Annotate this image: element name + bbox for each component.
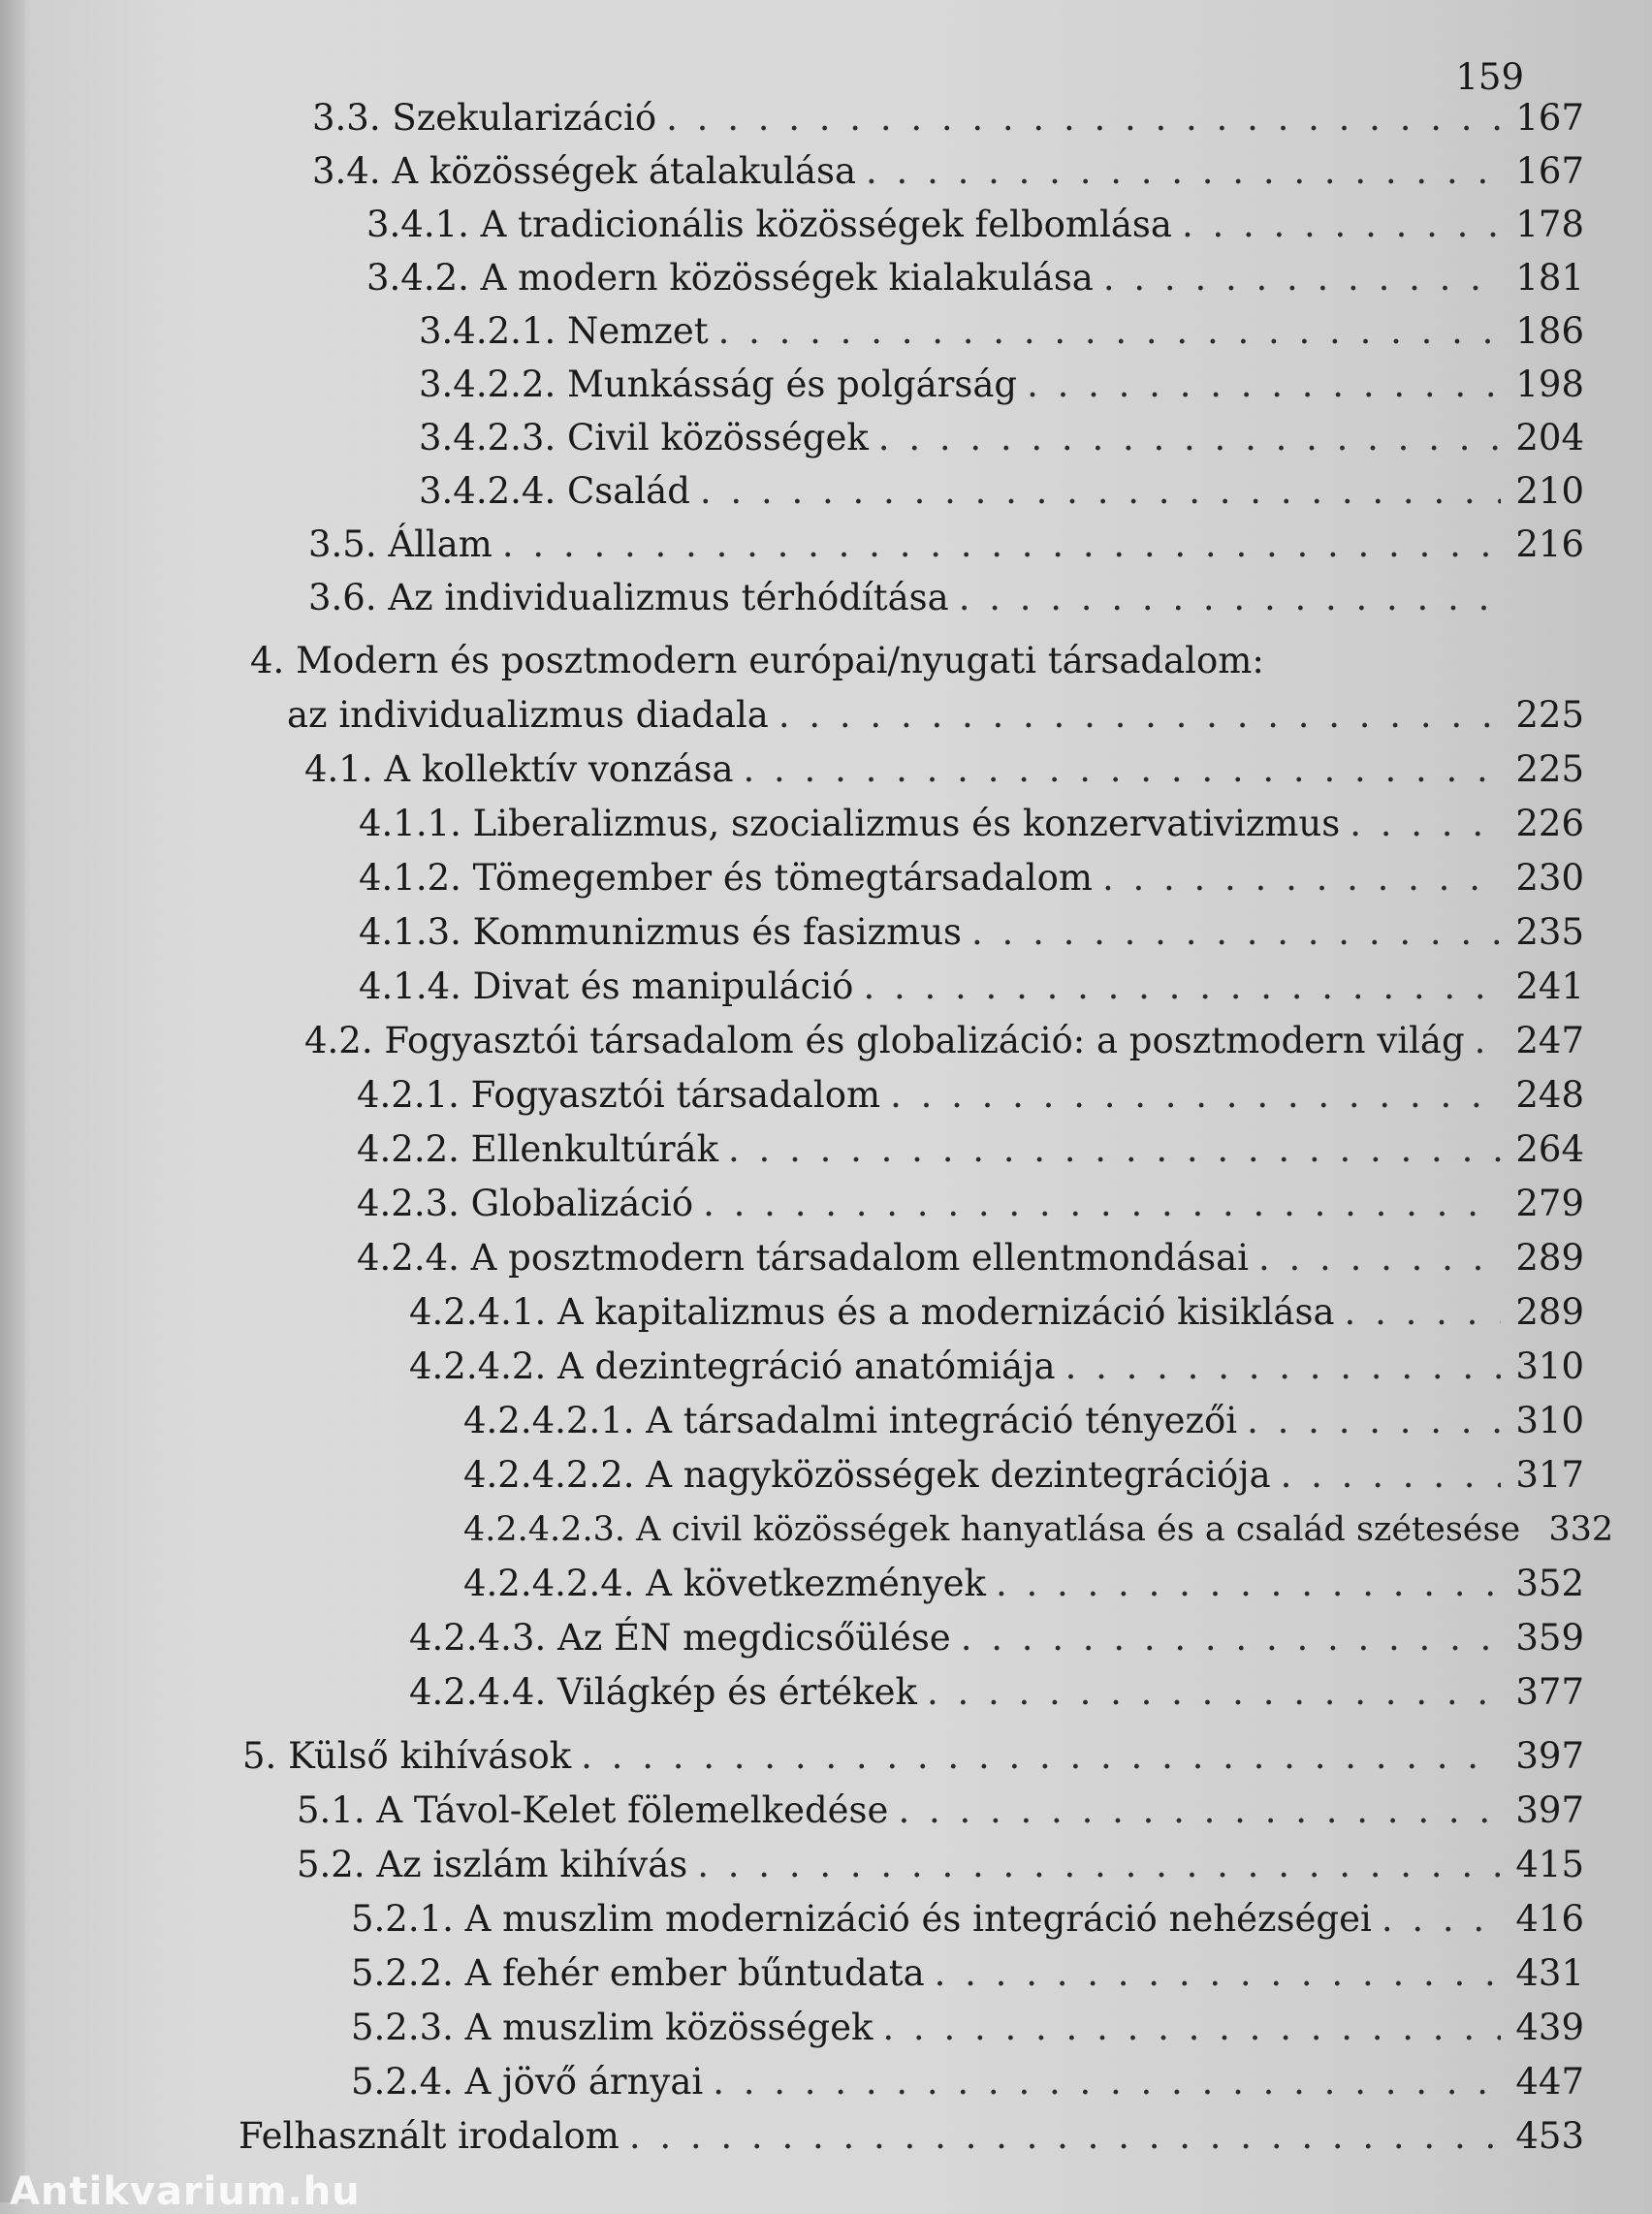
toc-chapter-heading: 4. Modern és posztmodern európai/nyugati társadalom: (250, 640, 1264, 681)
dot-leader (502, 518, 1501, 572)
toc-entry: 5.2.1. A muszlim modernizáció és integráció nehézségei . . . 416 (351, 1892, 1584, 1946)
toc-entry: 4.1.2. Tömegember és tömegtársadalom . . . 230 (359, 851, 1584, 905)
dot-leader (581, 1729, 1501, 1784)
toc-entry: 4.2.4.4. Világkép és értékek . . . 377 (409, 1665, 1584, 1720)
dot-leader (959, 571, 1501, 625)
dot-leader (1345, 1285, 1501, 1340)
toc-entry: 5.2.3. A muszlim közösségek . . . 439 (351, 2001, 1584, 2055)
dot-leader (1382, 1892, 1501, 1946)
toc-top-page-number: 159 (1455, 56, 1524, 98)
toc-entry: 4.2.4.1. A kapitalizmus és a modernizáció kisiklása . . . 289 (409, 1285, 1584, 1340)
toc-entry: 3.4.2.4. Család . . . 210 (419, 464, 1584, 519)
dot-leader (1281, 1448, 1501, 1502)
toc-entry: Felhasznált irodalom . . . 453 (238, 2109, 1584, 2164)
dot-leader (890, 1068, 1501, 1123)
dot-leader (1182, 198, 1501, 252)
dot-leader (1350, 797, 1501, 851)
dot-leader (718, 304, 1501, 359)
dot-leader (961, 1611, 1501, 1665)
dot-leader (996, 1557, 1501, 1611)
toc-entry: 4.2.1. Fogyasztói társadalom . . . 248 (357, 1068, 1584, 1123)
toc-entry: 4.2.4.2.3. A civil közösségek hanyatlása és a család szétesése 332 (463, 1510, 1614, 1549)
dot-leader (882, 2001, 1501, 2055)
dot-leader (697, 1838, 1501, 1892)
toc-entry: 4.2.3. Globalizáció . . . 279 (357, 1177, 1584, 1231)
toc-entry: 5.2.4. A jövő árnyai . . . 447 (351, 2055, 1584, 2109)
toc-entry: 3.4.2.2. Munkásság és polgárság . . . 198 (419, 358, 1584, 412)
toc-entry: 3.4.2.1. Nemzet . . . 186 (419, 304, 1584, 359)
toc-entry: 4.1.1. Liberalizmus, szocializmus és konzervativizmus . . . 226 (359, 797, 1584, 851)
toc-entry: 5.2. Az iszlám kihívás . . . 415 (297, 1838, 1584, 1892)
dot-leader (1065, 1340, 1501, 1394)
dot-leader (713, 2055, 1501, 2109)
dot-leader (666, 91, 1501, 145)
page-edge-shadow (0, 0, 25, 2202)
dot-leader (703, 1177, 1501, 1231)
toc-entry: 4.2. Fogyasztói társadalom és globalizáció: a posztmodern világ . . . 247 (304, 1014, 1584, 1068)
dot-leader (971, 905, 1501, 960)
toc-entry: 3.4.1. A tradicionális közösségek felbomlása . . . 178 (366, 198, 1584, 252)
dot-leader (744, 743, 1501, 797)
dot-leader (778, 688, 1501, 743)
dot-leader (1475, 1014, 1501, 1068)
toc-entry: 4.2.4. A posztmodern társadalom ellentmondásai . . . 289 (357, 1231, 1584, 1285)
toc-entry: 3.5. Állam . . . 216 (308, 518, 1584, 572)
dot-leader (700, 464, 1501, 519)
toc-entry: 3.4. A közösségek átalakulása . . . 167 (312, 144, 1584, 199)
toc-entry: 3.6. Az individualizmus térhódítása . . . (308, 571, 1584, 625)
toc-entry: 4.2.4.2.2. A nagyközösségek dezintegrációja . . . 317 (463, 1448, 1584, 1502)
dot-leader (935, 1946, 1501, 2001)
toc-entry: az individualizmus diadala . . . 225 (287, 688, 1584, 743)
dot-leader (728, 1123, 1501, 1177)
toc-entry: 4.1.4. Divat és manipuláció . . . 241 (359, 960, 1584, 1014)
toc-entry: 5. Külső kihívások . . . 397 (242, 1729, 1584, 1784)
toc-entry: 4.1. A kollektív vonzása . . . 225 (304, 743, 1584, 797)
dot-leader (1027, 358, 1501, 412)
dot-leader (1102, 851, 1501, 905)
dot-leader (1103, 251, 1501, 305)
toc-entry: 4.2.2. Ellenkultúrák . . . 264 (357, 1123, 1584, 1177)
toc-entry: 3.4.2.3. Civil közösségek . . . 204 (419, 411, 1584, 465)
dot-leader (1247, 1394, 1501, 1448)
watermark: Antikvarium.hu (10, 2169, 361, 2214)
dot-leader (629, 2109, 1501, 2164)
toc-entry: 3.3. Szekularizáció . . . 167 (312, 91, 1584, 145)
toc-entry: 4.1.3. Kommunizmus és fasizmus . . . 235 (359, 905, 1584, 960)
toc-entry: 5.1. A Távol-Kelet fölemelkedése . . . 397 (297, 1784, 1584, 1838)
toc-entry: 4.2.4.2.1. A társadalmi integráció tényezői . . . 310 (463, 1394, 1584, 1448)
toc-entry: 5.2.2. A fehér ember bűntudata . . . 431 (351, 1946, 1584, 2001)
dot-leader (866, 144, 1501, 199)
dot-leader (898, 1784, 1501, 1838)
dot-leader (927, 1665, 1501, 1720)
toc-entry: 4.2.4.3. Az ÉN megdicsőülése . . . 359 (409, 1611, 1584, 1665)
dot-leader (863, 960, 1501, 1014)
toc-entry: 3.4.2. A modern közösségek kialakulása . . . 181 (366, 251, 1584, 305)
toc-entry: 4.2.4.2.4. A következmények . . . 352 (463, 1557, 1584, 1611)
dot-leader (1258, 1231, 1501, 1285)
toc-entry: 4.2.4.2. A dezintegráció anatómiája . . . 310 (409, 1340, 1584, 1394)
dot-leader (878, 411, 1501, 465)
